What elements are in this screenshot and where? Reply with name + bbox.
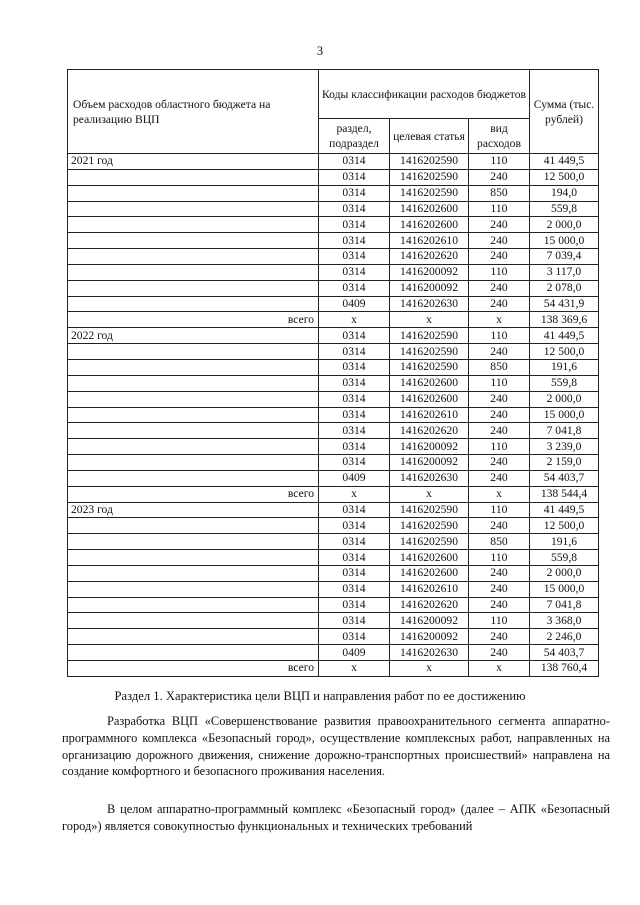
table-row [68, 597, 599, 613]
type-code-cell: 240 [469, 391, 530, 407]
empty-cell [68, 645, 319, 661]
article-code-cell: 1416202590 [390, 169, 469, 185]
section-code-cell: 0314 [319, 629, 390, 645]
article-code-cell: x [390, 312, 469, 328]
total-label: всего [68, 486, 319, 502]
section-code-cell: 0314 [319, 534, 390, 550]
type-code-cell: 110 [469, 550, 530, 566]
table-row [68, 502, 599, 518]
sum-cell: 3 117,0 [530, 264, 599, 280]
table-row [68, 645, 599, 661]
type-code-cell: 240 [469, 470, 530, 486]
total-row [68, 486, 599, 502]
table-row [68, 613, 599, 629]
section-code-cell: 0409 [319, 296, 390, 312]
type-code-cell: x [469, 486, 530, 502]
article-code-cell: 1416202600 [390, 217, 469, 233]
type-code-cell: 240 [469, 217, 530, 233]
type-code-cell: 850 [469, 185, 530, 201]
article-code-cell: 1416202600 [390, 550, 469, 566]
sum-cell: 2 000,0 [530, 565, 599, 581]
sum-cell: 2 246,0 [530, 629, 599, 645]
empty-cell [68, 534, 319, 550]
sum-cell: 2 000,0 [530, 217, 599, 233]
total-sum-cell: 138 760,4 [530, 661, 599, 677]
total-label: всего [68, 312, 319, 328]
sum-cell: 559,8 [530, 375, 599, 391]
empty-cell [68, 581, 319, 597]
section-code-cell: 0314 [319, 518, 390, 534]
empty-cell [68, 280, 319, 296]
sum-cell: 7 039,4 [530, 249, 599, 265]
header-section: раздел, подраздел [319, 119, 390, 154]
header-type: вид расходов [469, 119, 530, 154]
type-code-cell: 240 [469, 249, 530, 265]
sum-cell: 2 000,0 [530, 391, 599, 407]
table-body [68, 154, 599, 677]
empty-cell [68, 359, 319, 375]
table-row [68, 296, 599, 312]
table-row [68, 280, 599, 296]
paragraph: В целом аппаратно-программный комплекс «Безопасный город» (далее – АПК «Безопасный город») является совокупностью функциональных и технических требований [62, 802, 610, 833]
sum-cell: 559,8 [530, 550, 599, 566]
header-sum: Сумма (тыс. рублей) [530, 70, 599, 154]
article-code-cell: 1416202590 [390, 502, 469, 518]
sum-cell: 3 368,0 [530, 613, 599, 629]
section-code-cell: 0314 [319, 565, 390, 581]
table-header [68, 70, 599, 154]
type-code-cell: 110 [469, 502, 530, 518]
article-code-cell: 1416200092 [390, 455, 469, 471]
table-row [68, 439, 599, 455]
article-code-cell: 1416202610 [390, 407, 469, 423]
paragraph: Разработка ВЦП «Совершенствование развития правоохранительного сегмента аппаратно-программного комплекса «Безопасный город», осуществление комплексных работ, направленных на организацию дорожного движения, снижение дорожно-транспортных происшествий» направлена на создание комфортного и безопасного проживания населения. [62, 714, 610, 779]
empty-cell [68, 518, 319, 534]
total-sum-cell: 138 544,4 [530, 486, 599, 502]
sum-cell: 12 500,0 [530, 169, 599, 185]
section-code-cell: 0314 [319, 280, 390, 296]
article-code-cell: 1416202600 [390, 375, 469, 391]
type-code-cell: x [469, 661, 530, 677]
article-code-cell: 1416200092 [390, 613, 469, 629]
type-code-cell: 240 [469, 296, 530, 312]
table-row [68, 185, 599, 201]
article-code-cell: 1416202600 [390, 391, 469, 407]
total-sum-cell: 138 369,6 [530, 312, 599, 328]
article-code-cell: 1416200092 [390, 264, 469, 280]
sum-cell: 191,6 [530, 534, 599, 550]
sum-cell: 2 159,0 [530, 455, 599, 471]
sum-cell: 2 078,0 [530, 280, 599, 296]
sum-cell: 15 000,0 [530, 407, 599, 423]
empty-cell [68, 550, 319, 566]
table-row [68, 233, 599, 249]
empty-cell [68, 217, 319, 233]
article-code-cell: 1416202600 [390, 201, 469, 217]
section-code-cell: 0409 [319, 470, 390, 486]
section-code-cell: 0314 [319, 328, 390, 344]
empty-cell [68, 455, 319, 471]
year-label: 2021 год [68, 154, 319, 170]
article-code-cell: 1416202590 [390, 534, 469, 550]
article-code-cell: x [390, 486, 469, 502]
type-code-cell: 240 [469, 407, 530, 423]
sum-cell: 191,6 [530, 359, 599, 375]
type-code-cell: 110 [469, 328, 530, 344]
table-row [68, 423, 599, 439]
section-heading: Раздел 1. Характеристика цели ВЦП и направления работ по ее достижению [114, 689, 526, 703]
table-row [68, 375, 599, 391]
table-row [68, 154, 599, 170]
empty-cell [68, 264, 319, 280]
section-code-cell: 0314 [319, 407, 390, 423]
total-row [68, 312, 599, 328]
sum-cell: 41 449,5 [530, 502, 599, 518]
budget-table [67, 69, 599, 677]
page-number: 3 [316, 44, 324, 58]
article-code-cell: 1416202590 [390, 359, 469, 375]
sum-cell: 54 403,7 [530, 470, 599, 486]
article-code-cell: 1416202620 [390, 597, 469, 613]
total-row [68, 661, 599, 677]
empty-cell [68, 344, 319, 360]
table-row [68, 407, 599, 423]
section-code-cell: 0314 [319, 439, 390, 455]
article-code-cell: 1416202590 [390, 154, 469, 170]
type-code-cell: 110 [469, 264, 530, 280]
sum-cell: 12 500,0 [530, 518, 599, 534]
empty-cell [68, 565, 319, 581]
header-codes: Коды классификации расходов бюджетов [319, 70, 530, 119]
article-code-cell: 1416202630 [390, 645, 469, 661]
empty-cell [68, 391, 319, 407]
type-code-cell: 240 [469, 565, 530, 581]
empty-cell [68, 375, 319, 391]
empty-cell [68, 439, 319, 455]
sum-cell: 7 041,8 [530, 423, 599, 439]
type-code-cell: 850 [469, 534, 530, 550]
table-row [68, 581, 599, 597]
sum-cell: 12 500,0 [530, 344, 599, 360]
table-row [68, 359, 599, 375]
empty-cell [68, 233, 319, 249]
article-code-cell: 1416202600 [390, 565, 469, 581]
empty-cell [68, 423, 319, 439]
section-code-cell: 0314 [319, 502, 390, 518]
empty-cell [68, 185, 319, 201]
table-row [68, 391, 599, 407]
article-code-cell: 1416202620 [390, 249, 469, 265]
section-code-cell: 0314 [319, 217, 390, 233]
table-row [68, 470, 599, 486]
article-code-cell: 1416202590 [390, 518, 469, 534]
section-code-cell: x [319, 312, 390, 328]
section-code-cell: 0409 [319, 645, 390, 661]
type-code-cell: 110 [469, 201, 530, 217]
type-code-cell: 850 [469, 359, 530, 375]
sum-cell: 41 449,5 [530, 154, 599, 170]
header-article: целевая статья [390, 119, 469, 154]
empty-cell [68, 249, 319, 265]
section-code-cell: 0314 [319, 423, 390, 439]
sum-cell: 15 000,0 [530, 233, 599, 249]
table-row [68, 565, 599, 581]
table-row [68, 201, 599, 217]
type-code-cell: 240 [469, 455, 530, 471]
table-row [68, 455, 599, 471]
sum-cell: 559,8 [530, 201, 599, 217]
section-code-cell: 0314 [319, 201, 390, 217]
table-row [68, 518, 599, 534]
section-code-cell: 0314 [319, 264, 390, 280]
sum-cell: 7 041,8 [530, 597, 599, 613]
article-code-cell: 1416200092 [390, 629, 469, 645]
type-code-cell: 240 [469, 233, 530, 249]
article-code-cell: 1416202590 [390, 344, 469, 360]
empty-cell [68, 629, 319, 645]
section-code-cell: 0314 [319, 550, 390, 566]
type-code-cell: 240 [469, 518, 530, 534]
table-row [68, 264, 599, 280]
section-code-cell: 0314 [319, 455, 390, 471]
empty-cell [68, 169, 319, 185]
type-code-cell: 240 [469, 645, 530, 661]
year-label: 2022 год [68, 328, 319, 344]
section-code-cell: 0314 [319, 154, 390, 170]
article-code-cell: 1416202590 [390, 328, 469, 344]
section-code-cell: 0314 [319, 185, 390, 201]
sum-cell: 194,0 [530, 185, 599, 201]
year-label: 2023 год [68, 502, 319, 518]
section-code-cell: 0314 [319, 169, 390, 185]
table-row [68, 534, 599, 550]
article-code-cell: 1416200092 [390, 439, 469, 455]
type-code-cell: 240 [469, 280, 530, 296]
section-code-cell: 0314 [319, 249, 390, 265]
article-code-cell: 1416202590 [390, 185, 469, 201]
section-code-cell: 0314 [319, 359, 390, 375]
type-code-cell: 240 [469, 597, 530, 613]
empty-cell [68, 201, 319, 217]
table-row [68, 169, 599, 185]
sum-cell: 54 403,7 [530, 645, 599, 661]
table-row [68, 249, 599, 265]
table-row [68, 629, 599, 645]
table-row [68, 217, 599, 233]
type-code-cell: 110 [469, 439, 530, 455]
section-code-cell: x [319, 661, 390, 677]
section-code-cell: 0314 [319, 613, 390, 629]
section-code-cell: 0314 [319, 233, 390, 249]
table-row [68, 328, 599, 344]
sum-cell: 15 000,0 [530, 581, 599, 597]
article-code-cell: 1416202610 [390, 581, 469, 597]
empty-cell [68, 613, 319, 629]
header-volume: Объем расходов областного бюджета на реализацию ВЦП [68, 70, 319, 154]
article-code-cell: 1416202630 [390, 470, 469, 486]
empty-cell [68, 296, 319, 312]
empty-cell [68, 407, 319, 423]
empty-cell [68, 597, 319, 613]
sum-cell: 3 239,0 [530, 439, 599, 455]
article-code-cell: 1416200092 [390, 280, 469, 296]
section-code-cell: 0314 [319, 391, 390, 407]
section-code-cell: 0314 [319, 344, 390, 360]
type-code-cell: 110 [469, 613, 530, 629]
empty-cell [68, 470, 319, 486]
section-code-cell: x [319, 486, 390, 502]
type-code-cell: 110 [469, 154, 530, 170]
table-row [68, 550, 599, 566]
article-code-cell: x [390, 661, 469, 677]
total-label: всего [68, 661, 319, 677]
section-code-cell: 0314 [319, 581, 390, 597]
type-code-cell: 240 [469, 423, 530, 439]
sum-cell: 41 449,5 [530, 328, 599, 344]
type-code-cell: 240 [469, 344, 530, 360]
section-code-cell: 0314 [319, 597, 390, 613]
section-code-cell: 0314 [319, 375, 390, 391]
article-code-cell: 1416202610 [390, 233, 469, 249]
table-row [68, 344, 599, 360]
article-code-cell: 1416202620 [390, 423, 469, 439]
type-code-cell: 240 [469, 629, 530, 645]
sum-cell: 54 431,9 [530, 296, 599, 312]
type-code-cell: 240 [469, 169, 530, 185]
article-code-cell: 1416202630 [390, 296, 469, 312]
type-code-cell: x [469, 312, 530, 328]
type-code-cell: 110 [469, 375, 530, 391]
type-code-cell: 240 [469, 581, 530, 597]
